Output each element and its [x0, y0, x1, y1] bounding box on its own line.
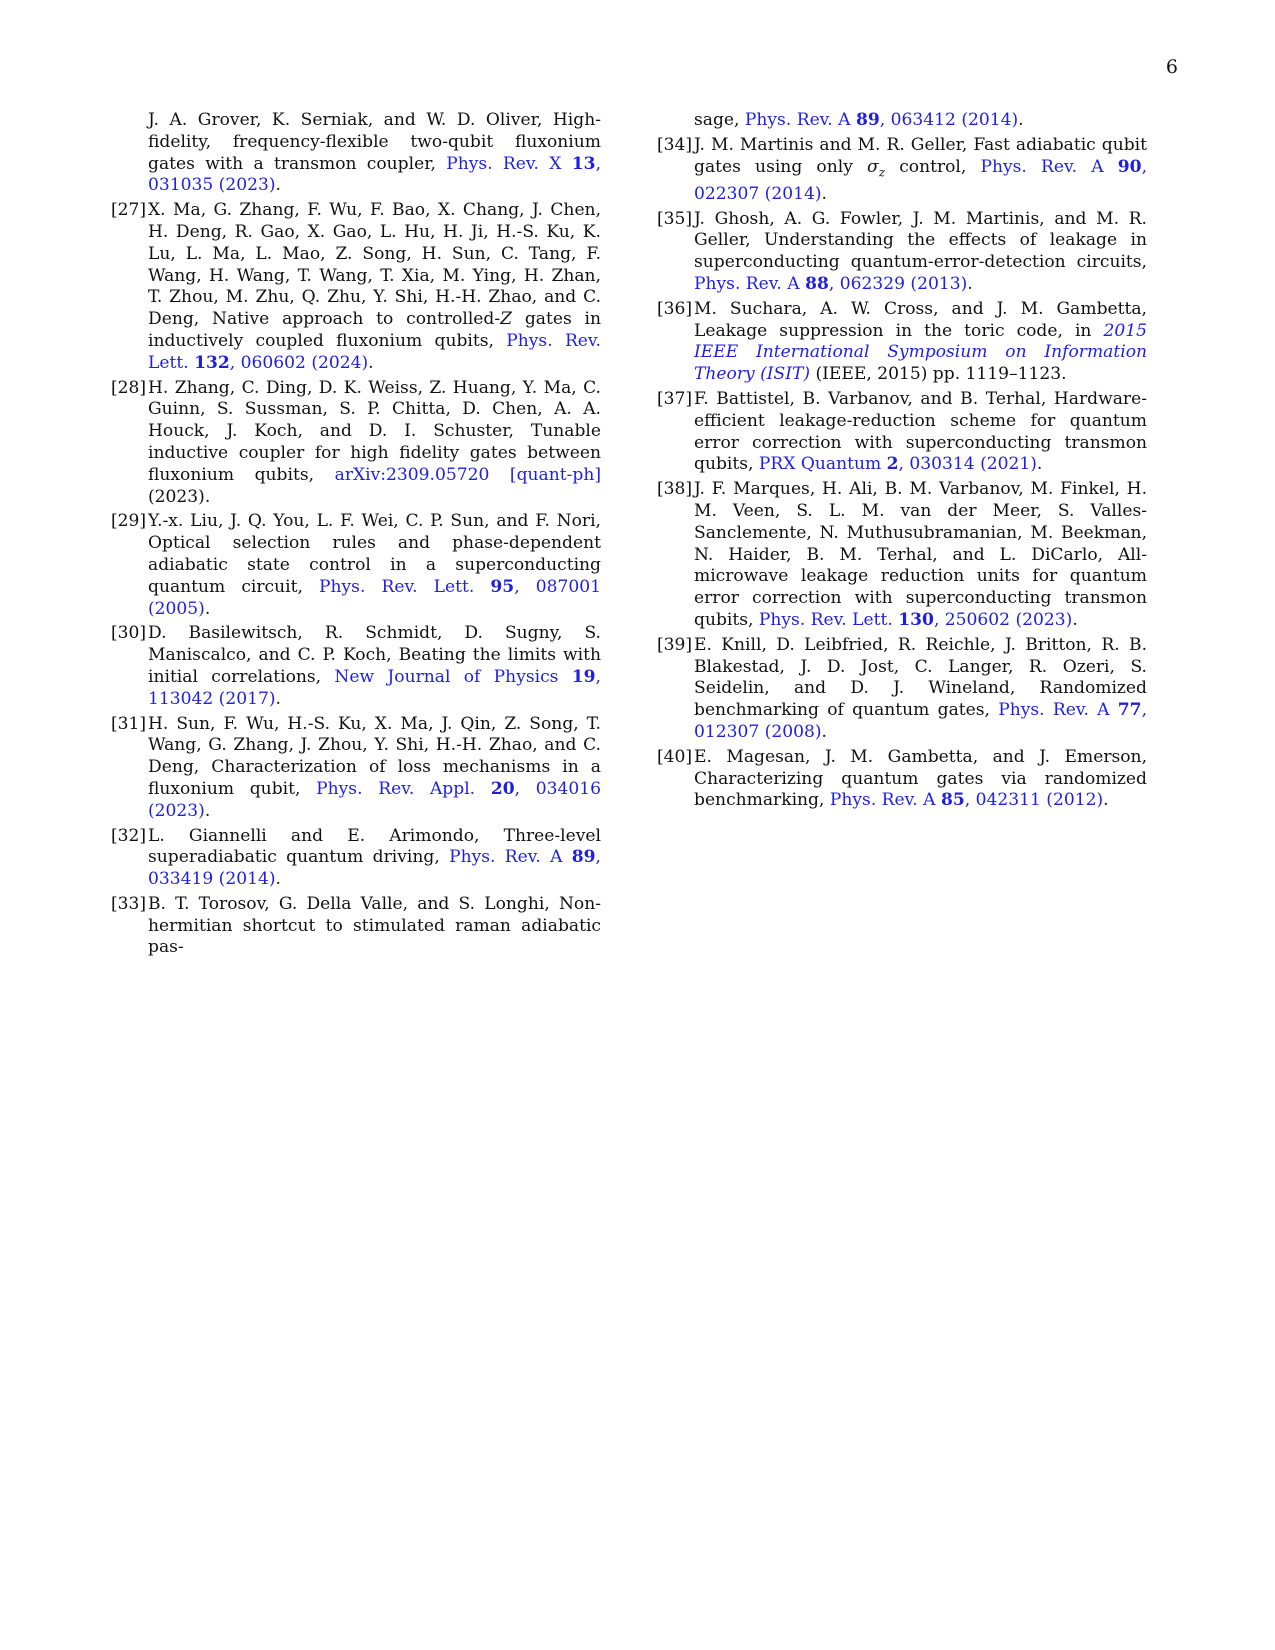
volume-number: 90: [1117, 156, 1142, 177]
reference-entry: [111, 378, 601, 509]
reference-number: [37]: [657, 388, 693, 409]
reference-link[interactable]: 2015 IEEE International Symposium on Information Theory (ISIT): [694, 320, 1147, 385]
reference-text: .: [1036, 454, 1043, 475]
reference-link[interactable]: , 113042 (2017): [148, 666, 601, 709]
references-right-column: [657, 110, 1147, 815]
reference-number: [31]: [111, 713, 147, 734]
reference-text: .: [1103, 790, 1109, 811]
reference-link[interactable]: [1118, 157, 1142, 177]
volume-number: 88: [805, 273, 829, 294]
volume-number: 89: [855, 110, 880, 130]
reference-link[interactable]: , 062329 (2013): [828, 273, 968, 294]
reference-link[interactable]: Phys. Rev. A: [998, 700, 1118, 721]
reference-entry: [657, 135, 1147, 206]
reference-link[interactable]: , 022307 (2014): [694, 156, 1147, 204]
reference-text: .: [821, 183, 827, 204]
reference-link[interactable]: Phys. Rev. A: [694, 273, 806, 294]
reference-number: [30]: [111, 623, 147, 644]
reference-link[interactable]: [194, 353, 230, 373]
references-left-column: [111, 110, 601, 962]
reference-number: [35]: [657, 208, 693, 229]
reference-link[interactable]: [898, 610, 934, 630]
reference-entry: [111, 714, 601, 823]
reference-link[interactable]: Phys. Rev. Lett.: [148, 330, 601, 373]
reference-link[interactable]: [572, 667, 596, 687]
reference-text: E. Magesan, J. M. Gambetta, and J. Emerson, Characterizing quantum gates via randomized benchmarking,: [694, 746, 1147, 811]
volume-number: 19: [571, 666, 596, 687]
reference-entry: [657, 110, 1147, 132]
reference-text: gates in inductively coupled fluxonium qubits,: [148, 309, 601, 351]
reference-text: .: [204, 800, 211, 821]
reference-link[interactable]: Phys. Rev. Appl.: [316, 778, 491, 799]
reference-number: [28]: [111, 377, 147, 398]
reference-text: D. Basilewitsch, R. Schmidt, D. Sugny, S. Maniscalco, and C. P. Koch, Beating the limits with initial correlations,: [148, 623, 601, 687]
reference-text: .: [1018, 110, 1024, 130]
reference-link[interactable]: [856, 110, 880, 130]
reference-text: (IEEE, 2015) pp. 1119–1123.: [810, 364, 1067, 385]
reference-entry: [657, 635, 1147, 744]
reference-link[interactable]: [491, 779, 515, 799]
reference-text: F. Battistel, B. Varbanov, and B. Terhal, Hardware-efficient leakage-reduction scheme for quantum error correction with superconducting transmon qubits,: [694, 388, 1147, 475]
reference-link[interactable]: , 250602 (2023): [933, 609, 1073, 630]
reference-text: L. Giannelli and E. Arimondo, Three-level superadiabatic quantum driving,: [148, 825, 601, 868]
reference-entry: [111, 511, 601, 620]
math-symbol: σ: [867, 156, 879, 177]
reference-link[interactable]: Phys. Rev. Lett.: [758, 609, 899, 630]
subscript: z: [878, 165, 886, 179]
reference-text: B. T. Torosov, G. Della Valle, and S. Longhi, Non-hermitian shortcut to stimulated raman adiabatic pas-: [148, 893, 601, 958]
volume-number: 132: [194, 352, 230, 373]
reference-link[interactable]: Phys. Rev. Lett.: [319, 576, 491, 597]
reference-entry: [657, 299, 1147, 386]
reference-entry: [111, 826, 601, 891]
reference-text: (2023).: [148, 486, 211, 507]
math-symbol: Z: [500, 309, 513, 330]
volume-number: 2: [886, 454, 899, 475]
volume-number: 20: [490, 778, 515, 799]
reference-entry: [657, 209, 1147, 296]
reference-link[interactable]: [572, 847, 596, 867]
reference-link[interactable]: , 087001 (2005): [148, 576, 601, 619]
reference-text: J. F. Marques, H. Ali, B. M. Varbanov, M. Finkel, H. M. Veen, S. L. M. van der Meer, S. Valles-Sanclemente, N. Muthusubramanian, M. Beekman, N. Haider, B. M. Terhal, and L. DiCarlo, All-microwave leakage reduction units for quantum error correction with superconducting transmon qubits,: [694, 479, 1147, 630]
reference-link[interactable]: , 060602 (2024): [229, 352, 369, 373]
reference-text: H. Zhang, C. Ding, D. K. Weiss, Z. Huang, Y. Ma, C. Guinn, S. Sussman, S. P. Chitta, D. Chen, A. A. Houck, J. Koch, and D. I. Schuster, Tunable inductive coupler for high fidelity gates between fluxonium qubits,: [148, 377, 601, 485]
reference-text: control,: [885, 156, 981, 177]
reference-text: M. Suchara, A. W. Cross, and J. M. Gambetta, Leakage suppression in the toric code, in: [694, 298, 1147, 341]
reference-entry: [657, 747, 1147, 812]
reference-link[interactable]: , 034016 (2023): [148, 778, 602, 821]
reference-text: .: [275, 869, 281, 890]
reference-entry: [111, 110, 601, 197]
reference-text: .: [275, 688, 281, 709]
reference-link[interactable]: New Journal of Physics: [334, 666, 572, 687]
reference-link[interactable]: , 030314 (2021): [898, 454, 1037, 475]
reference-text: X. Ma, G. Zhang, F. Wu, F. Bao, X. Chang, J. Chen, H. Deng, R. Gao, X. Gao, L. Hu, H. Ji, H.-S. Ku, K. Lu, L. Ma, L. Mao, Z. Song, H. Sun, C. Tang, F. Wang, H. Wang, T. Wang, T. Xia, M. Ying, H. Zhan, T. Zhou, M. Zhu, Q. Zhu, Y. Shi, H.-H. Zhao, and C. Deng, Native approach to controlled-: [148, 200, 601, 330]
reference-number: [36]: [657, 298, 693, 319]
volume-number: 95: [490, 576, 515, 597]
reference-entry: [657, 389, 1147, 476]
page-number: 6: [1165, 56, 1178, 78]
reference-text: sage,: [694, 110, 745, 130]
reference-link[interactable]: [1118, 700, 1142, 720]
volume-number: 13: [571, 153, 596, 174]
volume-number: 85: [940, 790, 965, 811]
reference-link[interactable]: , 033419 (2014): [148, 847, 601, 890]
reference-text: .: [1072, 609, 1078, 630]
reference-link[interactable]: , 012307 (2008): [694, 700, 1147, 742]
reference-number: [34]: [657, 134, 693, 155]
reference-link[interactable]: [805, 274, 829, 294]
reference-text: .: [821, 721, 827, 742]
reference-text: .: [204, 598, 211, 619]
reference-number: [32]: [111, 825, 147, 846]
reference-number: [38]: [657, 479, 693, 500]
reference-text: H. Sun, F. Wu, H.-S. Ku, X. Ma, J. Qin, Z. Song, T. Wang, G. Zhang, J. Zhou, Y. Shi, H.-H. Zhao, and C. Deng, Characterization of loss mechanisms in a fluxonium qubit,: [148, 713, 601, 799]
reference-text: E. Knill, D. Leibfried, R. Reichle, J. Britton, R. B. Blakestad, J. D. Jost, C. Langer, R. Ozeri, S. Seidelin, and D. J. Wineland, Randomized benchmarking of quantum gates,: [694, 634, 1147, 721]
volume-number: 77: [1117, 700, 1142, 721]
reference-link[interactable]: Phys. Rev. X: [446, 153, 572, 174]
reference-link[interactable]: [490, 577, 514, 597]
reference-link[interactable]: [572, 154, 596, 174]
reference-number: [27]: [111, 200, 147, 221]
reference-link[interactable]: [941, 790, 965, 810]
reference-link[interactable]: , 031035 (2023): [148, 153, 601, 196]
reference-number: [40]: [657, 746, 693, 767]
reference-link[interactable]: PRX Quantum: [758, 454, 887, 475]
reference-link[interactable]: [887, 454, 899, 474]
reference-entry: [111, 200, 601, 374]
reference-text: J. A. Grover, K. Serniak, and W. D. Oliver, High-fidelity, frequency-flexible two-qubit fluxonium gates with a transmon coupler,: [148, 110, 601, 174]
reference-link[interactable]: Phys. Rev. A: [980, 156, 1118, 177]
reference-link[interactable]: Phys. Rev. A: [744, 110, 856, 130]
reference-entry: [657, 479, 1147, 632]
reference-text: J. Ghosh, A. G. Fowler, J. M. Martinis, and M. R. Geller, Understanding the effects of leakage in superconducting quantum-error-detection circuits,: [694, 208, 1147, 273]
reference-link[interactable]: , 042311 (2012): [964, 790, 1104, 811]
reference-entry: [111, 623, 601, 710]
reference-text: .: [275, 175, 281, 196]
reference-link[interactable]: Phys. Rev. A: [829, 790, 941, 811]
reference-number: [29]: [111, 511, 147, 532]
reference-number: [33]: [111, 893, 147, 914]
reference-text: Y.-x. Liu, J. Q. You, L. F. Wei, C. P. Sun, and F. Nori, Optical selection rules and phase-dependent adiabatic state control in a superconducting quantum circuit,: [148, 511, 601, 597]
reference-text: .: [967, 273, 973, 294]
reference-link[interactable]: arXiv:2309.05720 [quant-ph]: [334, 464, 602, 485]
reference-text: J. M. Martinis and M. R. Geller, Fast adiabatic qubit gates using only: [694, 134, 1147, 177]
reference-link[interactable]: , 063412 (2014): [879, 110, 1019, 130]
reference-link[interactable]: Phys. Rev. A: [449, 847, 572, 868]
reference-number: [39]: [657, 634, 693, 655]
volume-number: 130: [898, 609, 934, 630]
reference-text: .: [368, 352, 374, 373]
volume-number: 89: [571, 847, 596, 868]
reference-entry: [111, 894, 601, 959]
